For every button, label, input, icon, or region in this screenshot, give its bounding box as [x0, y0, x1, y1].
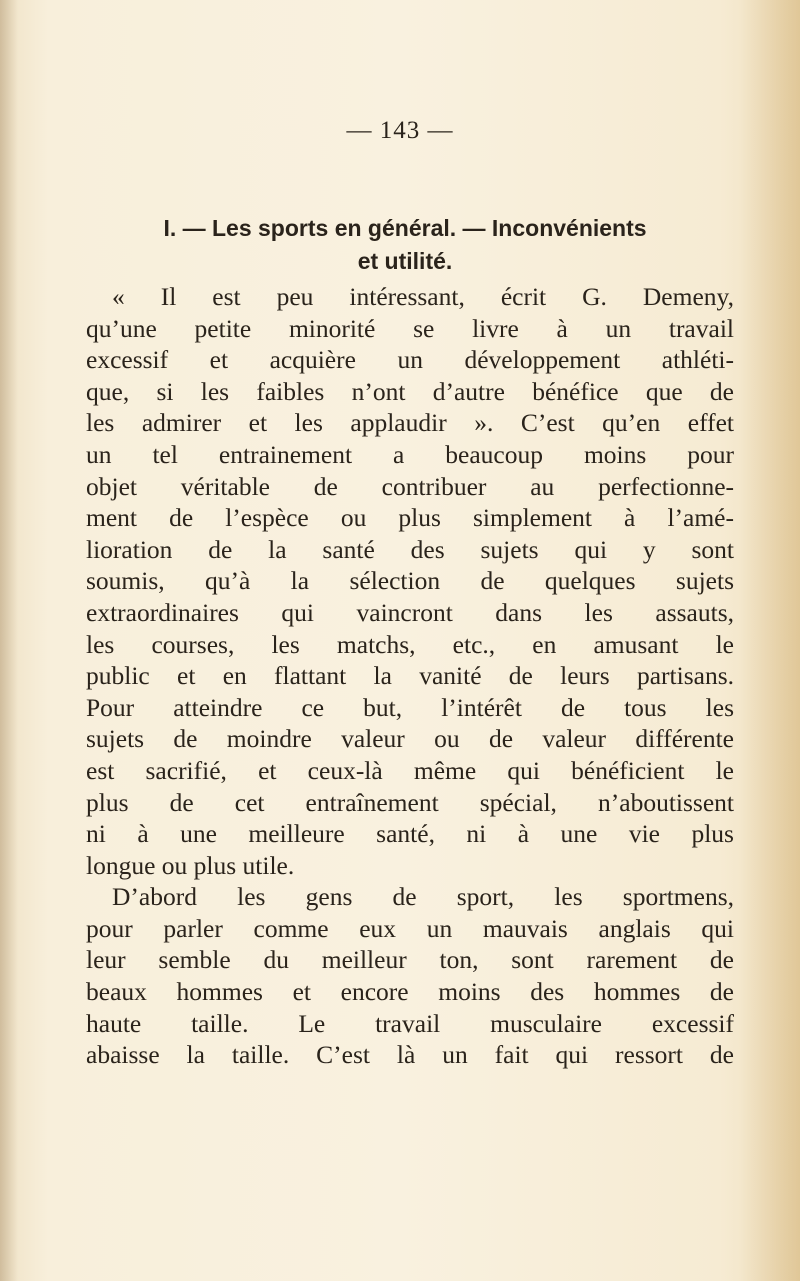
text-line: objet véritable de contribuer au perfectionne-	[86, 471, 734, 501]
text-line: « Il est peu intéressant, écrit G. Demeny,	[112, 282, 734, 311]
body-paragraphs	[86, 281, 734, 1071]
text-line: que, si les faibles n’ont d’autre bénéfice que de	[86, 376, 734, 406]
text-line: excessif et acquière un développement athléti-	[86, 345, 734, 375]
text-line: qu’une petite minorité se livre à un travail	[86, 313, 734, 343]
section-heading	[60, 212, 750, 278]
text-line: beaux hommes et encore moins des hommes de	[86, 977, 734, 1007]
section-heading-line-1: I. — Les sports en général. — Inconvénients	[163, 215, 647, 241]
text-line: longue ou plus utile.	[86, 850, 295, 880]
text-line: extraordinaires qui vaincront dans les assauts,	[86, 597, 734, 627]
section-heading-line-2: et utilité.	[357, 248, 453, 274]
text-line: public et en flattant la vanité de leurs partisans.	[86, 661, 734, 691]
text-line: ni à une meilleure santé, ni à une vie plus	[86, 819, 734, 849]
text-line: D’abord les gens de sport, les sportmens,	[112, 882, 734, 912]
text-line: un tel entrainement a beaucoup moins pour	[86, 439, 734, 469]
text-line: les courses, les matchs, etc., en amusant le	[86, 629, 734, 659]
page-number: — 143 —	[346, 117, 454, 144]
text-line: leur semble du meilleur ton, sont rarement de	[86, 945, 734, 975]
page-gutter-shadow	[0, 0, 18, 1281]
text-line: soumis, qu’à la sélection de quelques sujets	[86, 566, 734, 596]
text-line: abaisse la taille. C’est là un fait qui ressort de	[86, 1040, 734, 1070]
page-edge-stain	[740, 0, 800, 1281]
text-line: Pour atteindre ce but, l’intérêt de tous les	[86, 692, 734, 722]
text-line: sujets de moindre valeur ou de valeur différente	[86, 724, 734, 754]
text-line: lioration de la santé des sujets qui y sont	[86, 534, 734, 564]
text-line: haute taille. Le travail musculaire excessif	[86, 1008, 734, 1038]
text-line: pour parler comme eux un mauvais anglais qui	[86, 913, 734, 943]
text-line: plus de cet entraînement spécial, n’aboutissent	[86, 787, 734, 817]
text-line: ment de l’espèce ou plus simplement à l’amé-	[86, 503, 734, 533]
text-line: est sacrifié, et ceux-là même qui bénéficient le	[86, 755, 734, 785]
text-line: les admirer et les applaudir ». C’est qu’en effet	[86, 408, 734, 438]
